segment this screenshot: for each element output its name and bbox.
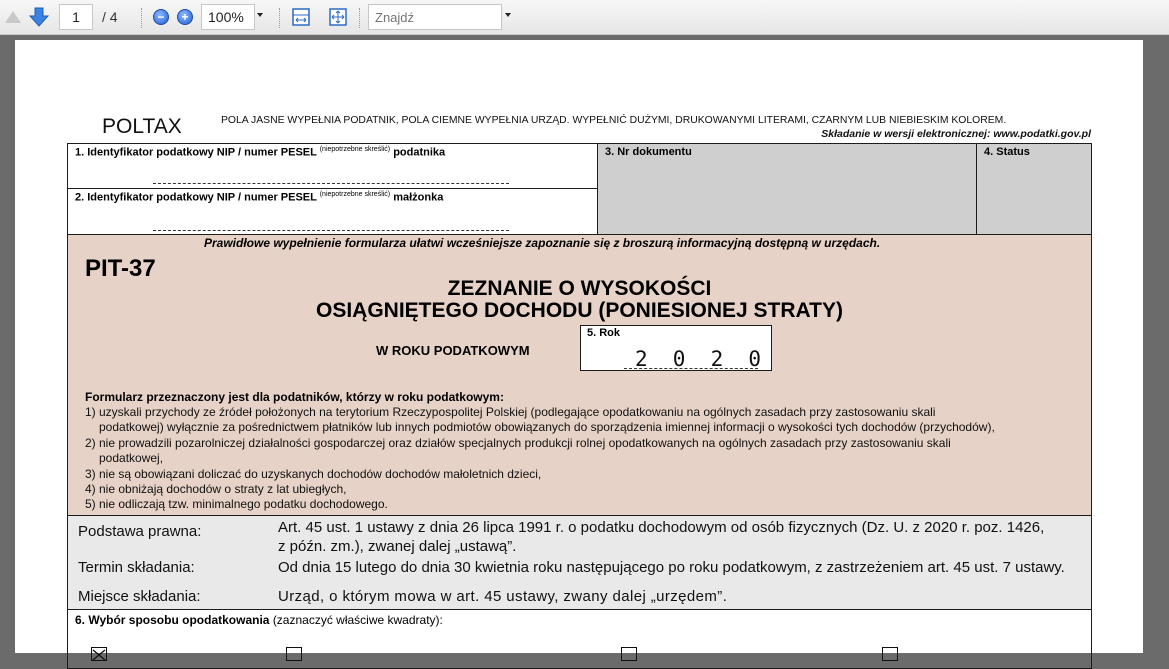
intended-item: 2) nie prowadzili pozarolniczej działalności gospodarczej oraz działów specjalnych produkcji rolnej opodatkowanych na ogólnych zasadach przy zastosowaniu skali	[85, 435, 951, 450]
checkmark-icon	[92, 649, 106, 661]
intended-item: 5) nie odliczają tzw. minimalnego podatku dochodowego.	[85, 497, 388, 512]
zoom-out-button[interactable]	[150, 6, 172, 28]
tax-year-prefix: W ROKU PODATKOWYM	[376, 343, 530, 358]
field-5-line	[624, 368, 758, 369]
next-page-button[interactable]	[28, 6, 50, 28]
intended-item: podatkowej,	[99, 451, 164, 466]
zoom-level-input[interactable]: 100%	[201, 4, 255, 30]
section-6-title: 6. Wybór sposobu opodatkowania	[75, 613, 270, 627]
field-2-note: (niepotrzebne skreślić)	[319, 191, 391, 198]
electronic-filing-note: Składanie w wersji elektronicznej: www.podatki.gov.pl	[821, 128, 1091, 140]
zoom-in-button[interactable]	[174, 6, 196, 28]
brochure-hint: Prawidłowe wypełnienie formularza ułatwi wcześniejsze zapoznanie się z broszurą informacyjną dostępną w urzędach.	[204, 236, 881, 250]
field-5-year[interactable]	[580, 325, 772, 371]
search-dropdown-button[interactable]	[505, 13, 511, 39]
taxation-option-4-checkbox[interactable]	[882, 647, 898, 661]
plus-icon: +	[177, 9, 193, 25]
toolbar-separator	[359, 8, 362, 28]
year-digit: 0	[748, 347, 761, 371]
field-4-status	[976, 143, 1092, 235]
minus-icon: −	[153, 9, 169, 25]
field-2-line	[153, 230, 509, 231]
deadline-label: Termin składania:	[78, 559, 195, 576]
field-5-label: 5. Rok	[587, 327, 621, 339]
page-total: / 4	[102, 9, 118, 25]
field-2-label: 2. Identyfikator podatkowy NIP / numer PESEL	[75, 191, 317, 204]
poltax-logo: POLTAX	[102, 115, 182, 138]
year-digit: 0	[672, 347, 686, 371]
place-label: Miejsce składania:	[78, 588, 201, 605]
intended-item: podatkowej) wyłącznie za pośrednictwem płatników lub innych podmiotów obowiązanych do sporządzenia imiennej informacji o wysokości tych dochodów (przychodów),	[99, 420, 995, 435]
fit-width-button[interactable]	[290, 6, 312, 28]
chevron-down-icon	[257, 13, 263, 17]
field-1-suffix: podatnika	[393, 146, 446, 159]
zoom-dropdown-button[interactable]	[257, 13, 263, 39]
fit-width-icon	[291, 7, 311, 27]
taxation-option-3-checkbox[interactable]	[621, 647, 637, 661]
page-number-input[interactable]: 1	[59, 4, 93, 30]
place-value: Urząd, o którym mowa w art. 45 ustawy, zwany dalej „urzędem”.	[278, 588, 728, 605]
fit-page-button[interactable]	[327, 6, 349, 28]
field-3-document-number	[597, 143, 977, 235]
taxation-option-2-checkbox[interactable]	[286, 647, 302, 661]
pdf-page	[15, 40, 1143, 653]
intended-item: 4) nie obniżają dochodów o straty z lat ubiegłych,	[85, 482, 347, 497]
year-digit: 2	[635, 347, 648, 371]
field-4-label: 4. Status	[984, 146, 1030, 158]
arrow-up-icon	[5, 11, 21, 23]
field-2-suffix: małżonka	[393, 191, 444, 204]
field-1-line	[153, 183, 509, 184]
fill-instructions: POLA JASNE WYPEŁNIA PODATNIK, POLA CIEMNE WYPEŁNIA URZĄD. WYPEŁNIĆ DUŻYMI, DRUKOWANYMI LITERAMI, CZARNYM LUB NIEBIESKIM KOLOREM.	[221, 115, 1007, 126]
deadline-value: Od dnia 15 lutego do dnia 30 kwietnia roku następującego po roku podatkowym, z zastrzeżeniem art. 45 ust. 7 ustawy.	[278, 559, 1065, 576]
form-header-block	[67, 234, 1092, 516]
toolbar-separator	[141, 8, 144, 28]
arrow-down-icon	[29, 7, 49, 27]
form-code: PIT-37	[85, 255, 156, 282]
field-1-taxpayer-id[interactable]	[67, 143, 598, 189]
field-1-label: 1. Identyfikator podatkowy NIP / numer PESEL	[75, 146, 317, 159]
field-3-label: 3. Nr dokumentu	[605, 146, 692, 158]
section-6-hint: (zaznaczyć właściwe kwadraty):	[272, 613, 443, 627]
chevron-down-icon	[505, 13, 511, 17]
taxation-option-1-checkbox[interactable]	[91, 647, 107, 661]
section-6-block	[67, 609, 1092, 669]
intended-item: 3) nie są obowiązani doliczać do uzyskanych dochodów dochodów małoletnich dzieci,	[85, 466, 542, 481]
year-digit: 2	[710, 347, 724, 371]
intended-list	[85, 405, 995, 513]
toolbar-separator	[279, 8, 282, 28]
legal-basis-line-2: z późn. zm.), zwanej dalej „ustawą”.	[278, 538, 517, 555]
fit-page-icon	[328, 7, 348, 27]
pdf-toolbar	[0, 0, 1169, 35]
intended-heading: Formularz przeznaczony jest dla podatników, którzy w roku podatkowym:	[85, 390, 504, 404]
field-2-spouse-id[interactable]	[67, 188, 598, 235]
intended-item: 1) uzyskali przychody ze źródeł położonych na terytorium Rzeczypospolitej Polskiej (podlegające opodatkowaniu na ogólnych zasadach przy zastosowaniu skali	[85, 405, 936, 419]
legal-info-block	[67, 515, 1092, 610]
legal-basis-label: Podstawa prawna:	[78, 523, 202, 540]
form-title-line-2: OSIĄGNIĘTEGO DOCHODU (PONIESIONEJ STRATY)	[316, 299, 843, 322]
search-input[interactable]	[368, 4, 502, 30]
form-title-line-1: ZEZNANIE O WYSOKOŚCI	[447, 277, 712, 300]
legal-basis-line-1: Art. 45 ust. 1 ustawy z dnia 26 lipca 1991 r. o podatku dochodowym od osób fizycznych (Dz. U. z 2020 r. poz. 1426,	[278, 519, 1045, 536]
field-1-note: (niepotrzebne skreślić)	[319, 146, 391, 153]
previous-page-button[interactable]	[2, 6, 24, 28]
